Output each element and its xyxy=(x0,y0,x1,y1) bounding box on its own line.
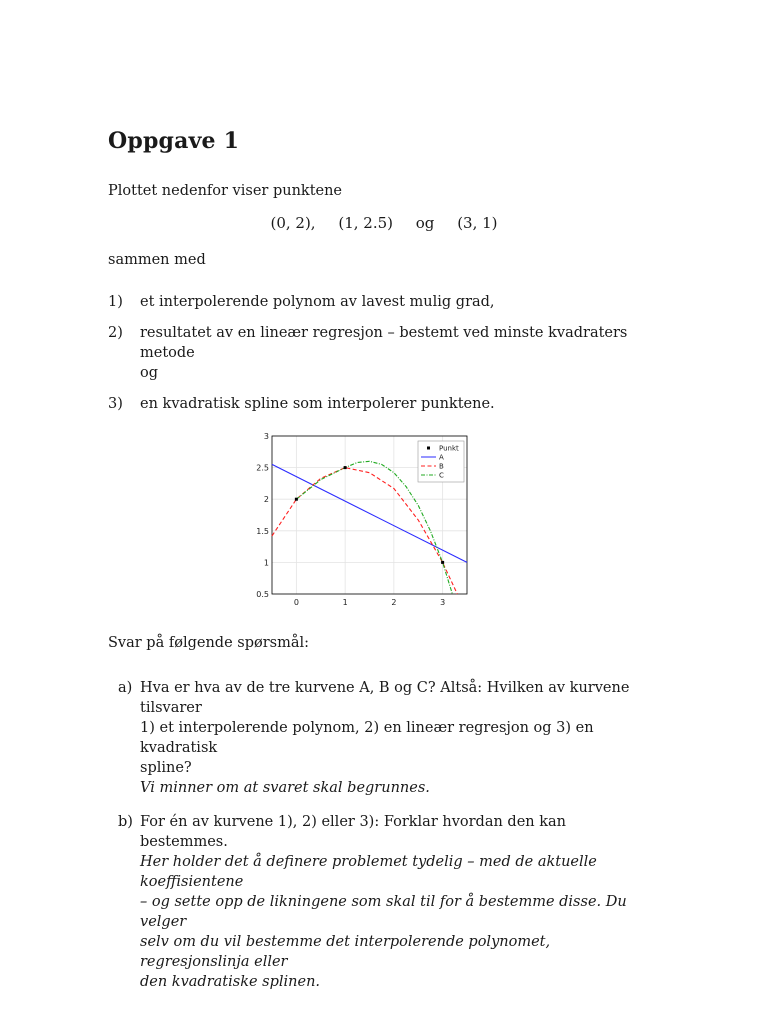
legend-label: A xyxy=(439,453,444,462)
and-word: og xyxy=(415,214,435,232)
question-note: Vi minner om at svaret skal begrunnes. xyxy=(140,780,430,796)
x-tick-label: 1 xyxy=(342,598,348,607)
question-b xyxy=(108,812,648,992)
legend-label: C xyxy=(439,471,444,480)
list-number: 2) xyxy=(108,325,123,341)
y-tick-label: 2.5 xyxy=(256,463,269,473)
legend-label: B xyxy=(439,462,444,471)
question-a xyxy=(108,678,648,798)
plot-ticks xyxy=(256,432,445,607)
point-1: (1, 2.5) xyxy=(338,214,393,232)
point-2: (3, 1) xyxy=(457,214,498,232)
question-intro: Svar på følgende spørsmål: xyxy=(108,635,309,651)
y-tick-label: 0.5 xyxy=(256,590,269,599)
data-point xyxy=(344,466,347,469)
list-item xyxy=(108,323,638,383)
point-0: (0, 2), xyxy=(270,214,316,232)
x-tick-label: 2 xyxy=(391,598,397,607)
question-line: 1) et interpolerende polynom, 2) en lineær regresjon og 3) en kvadratisk xyxy=(140,720,594,756)
question-number: b) xyxy=(118,814,133,830)
list-line: resultatet av en lineær regresjon – bestemt ved minste kvadraters metode xyxy=(140,325,628,361)
question-line: spline? xyxy=(140,760,192,776)
x-tick-label: 3 xyxy=(440,598,446,607)
plot-legend xyxy=(418,441,464,482)
list-line: og xyxy=(140,365,159,381)
question-line: For én av kurvene 1), 2) eller 3): Forklar hvordan den kan bestemmes. xyxy=(140,814,567,850)
points-formula xyxy=(0,214,768,232)
legend-label: Punkt xyxy=(439,444,459,453)
question-note: selv om du vil bestemme det interpolerende polynomet, regresjonslinja eller xyxy=(140,934,551,970)
y-tick-label: 2 xyxy=(263,495,269,505)
curve-list xyxy=(108,292,638,414)
y-tick-label: 3 xyxy=(263,432,269,441)
question-number: a) xyxy=(118,680,133,696)
question-note: – og sette opp de likningene som skal til for å bestemme disse. Du velger xyxy=(140,894,627,930)
list-item xyxy=(108,292,638,312)
y-tick-label: 1.5 xyxy=(256,526,269,536)
legend-marker xyxy=(427,447,430,450)
list-number: 1) xyxy=(108,294,123,310)
question-list xyxy=(108,678,648,992)
page-title: Oppgave 1 xyxy=(108,128,240,154)
list-line: en kvadratisk spline som interpolerer punktene. xyxy=(140,396,495,412)
question-line: Hva er hva av de tre kurvene A, B og C? Altså: Hvilken av kurvene tilsvarer xyxy=(140,680,630,716)
data-point xyxy=(441,561,444,564)
list-item xyxy=(108,394,638,414)
intro-text: Plottet nedenfor viser punktene xyxy=(108,183,343,199)
question-note: den kvadratiske splinen. xyxy=(140,974,321,990)
together-text: sammen med xyxy=(108,252,206,268)
curve-plot xyxy=(250,428,480,614)
y-tick-label: 1 xyxy=(263,558,269,568)
data-point xyxy=(295,498,298,501)
x-tick-label: 0 xyxy=(293,598,299,607)
list-line: et interpolerende polynom av lavest mulig grad, xyxy=(140,294,495,310)
list-number: 3) xyxy=(108,396,123,412)
question-note: Her holder det å definere problemet tydelig – med de aktuelle koeffisientene xyxy=(140,854,597,890)
